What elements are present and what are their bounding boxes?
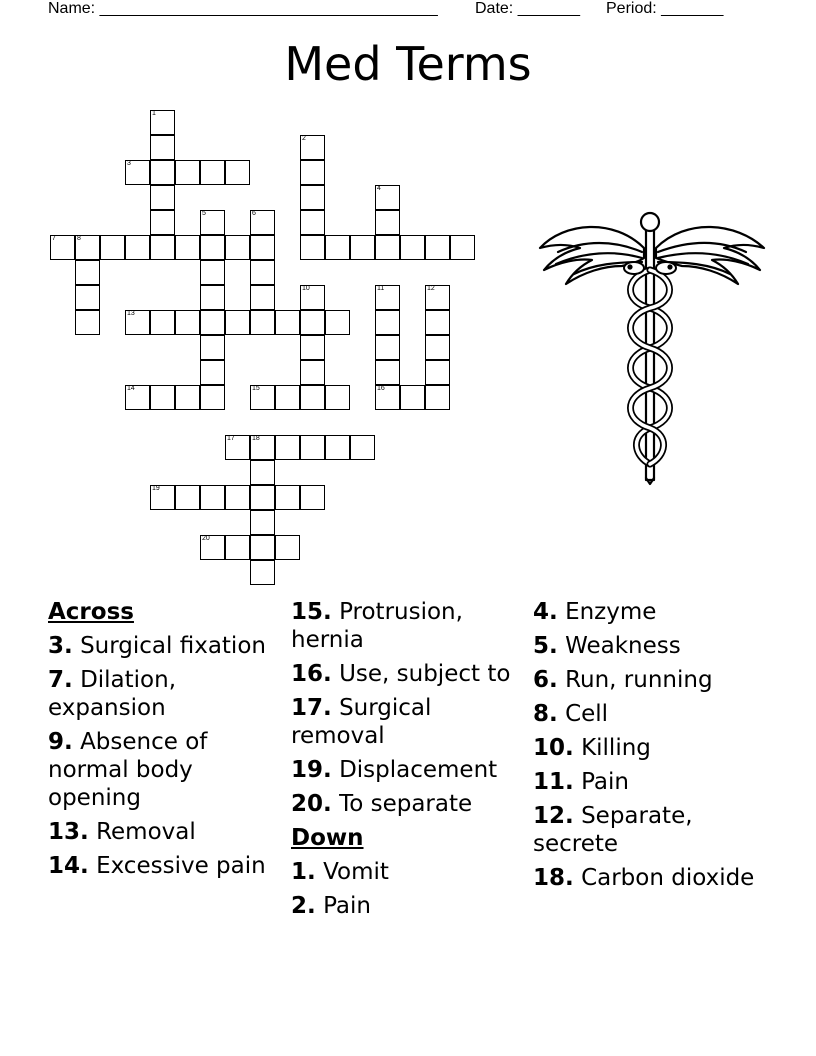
crossword-cell[interactable]	[250, 435, 275, 460]
clue-item	[291, 790, 523, 818]
cell-number: 19	[152, 485, 160, 492]
cell-number: 15	[252, 385, 260, 392]
clue-text: Cell	[565, 701, 609, 727]
clue-text: Removal	[96, 819, 196, 845]
crossword-cell[interactable]	[300, 385, 325, 410]
crossword-cell[interactable]	[175, 385, 200, 410]
crossword-cell[interactable]	[150, 235, 175, 260]
crossword-cell[interactable]	[150, 185, 175, 210]
cell-number: 6	[252, 210, 256, 217]
clue-text: Surgical removal	[291, 695, 432, 749]
cell-number: 1	[152, 110, 156, 117]
crossword-cell[interactable]	[200, 535, 225, 560]
cell-number: 8	[77, 235, 81, 242]
crossword-cell[interactable]	[300, 160, 325, 185]
clue-text: Absence of normal body opening	[48, 729, 208, 811]
crossword-cell[interactable]	[125, 310, 150, 335]
clue-number: 8.	[533, 701, 558, 727]
crossword-cell[interactable]	[425, 235, 450, 260]
crossword-cell[interactable]	[200, 335, 225, 360]
crossword-cell[interactable]	[300, 435, 325, 460]
clue-number: 4.	[533, 599, 558, 625]
clue-text: Carbon dioxide	[581, 865, 755, 891]
clue-number: 9.	[48, 729, 73, 755]
crossword-cell[interactable]	[200, 385, 225, 410]
crossword-cell[interactable]	[225, 310, 250, 335]
cell-number: 3	[127, 160, 131, 167]
crossword-cell[interactable]	[250, 485, 275, 510]
crossword-cell[interactable]	[250, 535, 275, 560]
crossword-cell[interactable]	[250, 285, 275, 310]
crossword-cell[interactable]	[150, 110, 175, 135]
crossword-cell[interactable]	[375, 360, 400, 385]
crossword-cell[interactable]	[125, 235, 150, 260]
crossword-cell[interactable]	[75, 310, 100, 335]
clue-item	[48, 852, 280, 880]
clue-item	[291, 660, 523, 688]
crossword-cell[interactable]	[375, 185, 400, 210]
clue-number: 11.	[533, 769, 574, 795]
crossword-cell[interactable]	[200, 235, 225, 260]
clues-column-2	[291, 598, 523, 926]
crossword-cell[interactable]	[300, 335, 325, 360]
crossword-cell[interactable]	[200, 260, 225, 285]
clue-text: Excessive pain	[96, 853, 266, 879]
clue-item	[533, 666, 765, 694]
crossword-cell[interactable]	[325, 385, 350, 410]
crossword-cell[interactable]	[200, 210, 225, 235]
crossword-cell[interactable]	[250, 460, 275, 485]
crossword-cell[interactable]	[250, 560, 275, 585]
clue-text: Displacement	[339, 757, 498, 783]
crossword-cell[interactable]	[150, 135, 175, 160]
crossword-cell[interactable]	[400, 385, 425, 410]
crossword-cell[interactable]	[125, 385, 150, 410]
crossword-cell[interactable]	[300, 310, 325, 335]
clue-text: Vomit	[323, 859, 389, 885]
clue-text: Surgical fixation	[80, 633, 266, 659]
cell-number: 11	[377, 285, 385, 292]
clues-column-3	[533, 598, 765, 898]
cell-number: 14	[127, 385, 135, 392]
crossword-cell[interactable]	[325, 435, 350, 460]
crossword-cell[interactable]	[125, 160, 150, 185]
clue-text: Pain	[581, 769, 629, 795]
crossword-cell[interactable]	[200, 160, 225, 185]
cell-number: 10	[302, 285, 310, 292]
crossword-cell[interactable]	[425, 385, 450, 410]
crossword-cell[interactable]	[300, 235, 325, 260]
crossword-cell[interactable]	[200, 285, 225, 310]
crossword-cell[interactable]	[200, 310, 225, 335]
crossword-cell[interactable]	[250, 510, 275, 535]
clues-column-1	[48, 598, 280, 886]
name-field[interactable]: Name: ______________________________________	[48, 0, 438, 17]
crossword-cell[interactable]	[250, 310, 275, 335]
clue-number: 3.	[48, 633, 73, 659]
clue-number: 1.	[291, 859, 316, 885]
crossword-cell[interactable]	[250, 385, 275, 410]
crossword-cell[interactable]	[75, 260, 100, 285]
crossword-cell[interactable]	[225, 535, 250, 560]
clue-number: 2.	[291, 893, 316, 919]
crossword-cell[interactable]	[300, 185, 325, 210]
crossword-cell[interactable]	[275, 485, 300, 510]
period-field[interactable]: Period: _______	[606, 0, 724, 17]
clue-text: Weakness	[565, 633, 681, 659]
crossword-cell[interactable]	[425, 285, 450, 310]
crossword-cell[interactable]	[75, 285, 100, 310]
crossword-cell[interactable]	[375, 335, 400, 360]
crossword-cell[interactable]	[300, 485, 325, 510]
clue-item	[533, 632, 765, 660]
clue-text: Dilation, expansion	[48, 667, 177, 721]
clue-item	[48, 728, 280, 812]
clue-heading: Down	[291, 825, 364, 851]
clue-number: 13.	[48, 819, 89, 845]
clue-text: Enzyme	[565, 599, 657, 625]
clue-text: Pain	[323, 893, 371, 919]
clue-item	[291, 892, 523, 920]
page-title: Med Terms	[284, 37, 532, 91]
clue-item	[291, 694, 523, 750]
clue-text: Protrusion, hernia	[291, 599, 463, 653]
cell-number: 13	[127, 310, 135, 317]
crossword-cell[interactable]	[450, 235, 475, 260]
clue-item	[533, 700, 765, 728]
crossword-cell[interactable]	[375, 310, 400, 335]
clue-text: Killing	[581, 735, 651, 761]
crossword-cell[interactable]	[275, 435, 300, 460]
crossword-cell[interactable]	[250, 210, 275, 235]
crossword-cell[interactable]	[225, 160, 250, 185]
crossword-cell[interactable]	[375, 210, 400, 235]
crossword-cell[interactable]	[300, 360, 325, 385]
cell-number: 5	[202, 210, 206, 217]
clue-number: 6.	[533, 667, 558, 693]
crossword-cell[interactable]	[325, 310, 350, 335]
clue-heading: Across	[48, 599, 134, 625]
clue-text: Run, running	[565, 667, 713, 693]
cell-number: 7	[52, 235, 56, 242]
clue-item	[291, 598, 523, 654]
crossword-cell[interactable]	[150, 160, 175, 185]
cell-number: 4	[377, 185, 381, 192]
crossword-cell[interactable]	[350, 435, 375, 460]
clue-number: 18.	[533, 865, 574, 891]
clue-item	[533, 768, 765, 796]
clue-item	[48, 818, 280, 846]
crossword-cell[interactable]	[200, 360, 225, 385]
crossword-cell[interactable]	[375, 285, 400, 310]
crossword-cell[interactable]	[325, 235, 350, 260]
crossword-cell[interactable]	[225, 435, 250, 460]
cell-number: 12	[427, 285, 435, 292]
crossword-cell[interactable]	[200, 485, 225, 510]
clue-item	[48, 666, 280, 722]
clue-number: 15.	[291, 599, 332, 625]
crossword-cell[interactable]	[275, 310, 300, 335]
crossword-cell[interactable]	[175, 310, 200, 335]
crossword-cell[interactable]	[375, 235, 400, 260]
crossword-cell[interactable]	[100, 235, 125, 260]
clue-number: 19.	[291, 757, 332, 783]
crossword-cell[interactable]	[150, 210, 175, 235]
crossword-cell[interactable]	[250, 235, 275, 260]
clue-number: 16.	[291, 661, 332, 687]
crossword-cell[interactable]	[50, 235, 75, 260]
clue-number: 7.	[48, 667, 73, 693]
crossword-cell[interactable]	[175, 160, 200, 185]
crossword-cell[interactable]	[275, 385, 300, 410]
crossword-cell[interactable]	[425, 310, 450, 335]
clue-item	[533, 598, 765, 626]
crossword-cell[interactable]	[225, 485, 250, 510]
cell-number: 20	[202, 535, 210, 542]
cell-number: 2	[302, 135, 306, 142]
crossword-cell[interactable]	[175, 485, 200, 510]
clue-number: 10.	[533, 735, 574, 761]
crossword-cell[interactable]	[225, 235, 250, 260]
crossword-cell[interactable]	[300, 135, 325, 160]
crossword-cell[interactable]	[75, 235, 100, 260]
clue-item	[291, 756, 523, 784]
cell-number: 16	[377, 385, 385, 392]
crossword-cell[interactable]	[175, 235, 200, 260]
clue-number: 12.	[533, 803, 574, 829]
crossword-cell[interactable]	[250, 260, 275, 285]
crossword-cell[interactable]	[400, 235, 425, 260]
clue-text: Use, subject to	[339, 661, 511, 687]
clue-item	[533, 734, 765, 762]
clue-item	[533, 802, 765, 858]
clue-number: 14.	[48, 853, 89, 879]
date-field[interactable]: Date: _______	[475, 0, 580, 17]
clue-text: Separate, secrete	[533, 803, 693, 857]
clue-item	[48, 632, 280, 660]
clue-item	[291, 858, 523, 886]
cell-number: 17	[227, 435, 235, 442]
crossword-cell[interactable]	[275, 535, 300, 560]
crossword-cell[interactable]	[350, 235, 375, 260]
crossword-cell[interactable]	[300, 285, 325, 310]
clue-item	[533, 864, 765, 892]
crossword-cell[interactable]	[300, 210, 325, 235]
crossword-cell[interactable]	[425, 335, 450, 360]
caduceus-icon	[534, 208, 770, 490]
clue-number: 5.	[533, 633, 558, 659]
clue-number: 17.	[291, 695, 332, 721]
crossword-cell[interactable]	[150, 310, 175, 335]
crossword-cell[interactable]	[150, 385, 175, 410]
crossword-cell[interactable]	[425, 360, 450, 385]
clue-number: 20.	[291, 791, 332, 817]
clue-text: To separate	[339, 791, 473, 817]
crossword-cell[interactable]	[375, 385, 400, 410]
cell-number: 18	[252, 435, 260, 442]
crossword-cell[interactable]	[150, 485, 175, 510]
